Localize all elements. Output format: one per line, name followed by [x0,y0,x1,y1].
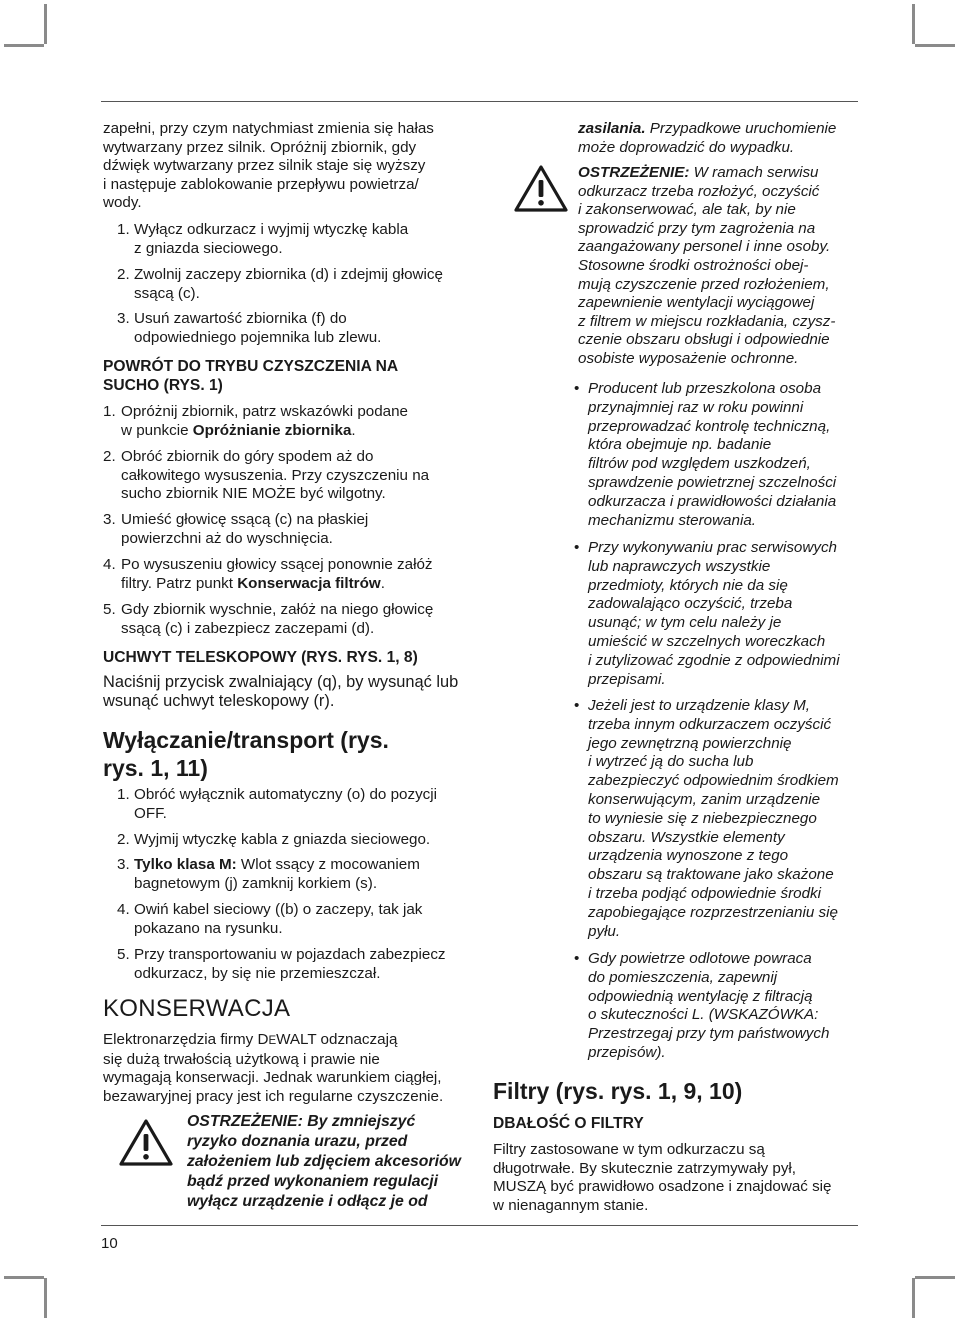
list-number: 3. [103,511,116,528]
text-line: i następuje zablokowanie przepływu powietrza/ [103,175,419,193]
list-text: Zwolnij zaczepy zbiornika (d) i zdejmij głowicę ssącą (c). [134,266,443,302]
list-number: 4. [103,556,116,573]
list-number: 1. [117,221,130,238]
list-text: Obróć zbiornik do góry spodem aż do całkowitego wysuszenia. Przy czyszczeniu na sucho zbiornik NIE MOŻE być wilgotny. [121,448,430,503]
list-number: 1. [103,403,116,420]
text-line: zapełni, przy czym natychmiast zmienia się hałas [103,120,434,137]
header-rule [101,101,858,102]
list-number: 5. [103,601,116,618]
crop-mark [44,1278,47,1318]
footer-rule [101,1225,858,1226]
list-number: 1. [117,786,130,803]
crop-mark [44,4,47,44]
list-text: Obróć wyłącznik automatyczny (o) do pozycji OFF. [134,786,438,822]
handle-paragraph: Naciśnij przycisk zwalniający (q), by wysunąć lub wsunąć uchwyt teleskopowy (r). [103,673,459,710]
continued-warning: zasilania. Przypadkowe uruchomienie może doprowadzić do wypadku. [578,120,837,156]
crop-mark [915,1276,955,1279]
bullet-icon: • [574,380,580,397]
list-text: Opróżnij zbiornik, patrz wskazówki podane w punkcie Opróżnianie zbiornika. [121,403,409,439]
list-text: Gdy zbiornik wyschnie, załóż na niego głowicę ssącą (c) i zabezpiecz zaczepami (d). [121,601,434,637]
text-line: wody. [103,194,142,212]
crop-mark [4,1276,44,1279]
list-text: Po wysuszeniu głowicy ssącej ponownie załóż filtry. Patrz punkt Konserwacja filtrów. [121,556,433,592]
crop-mark [912,4,915,44]
warning-triangle-icon [514,164,568,212]
list-number: 4. [117,901,130,918]
section-heading: DBAŁOŚĆ O FILTRY [493,1115,644,1132]
page-number: 10 [101,1235,118,1252]
filters-paragraph: Filtry zastosowane w tym odkurzaczu są długotrwałe. By skutecznie zatrzymywały pył, MUSZĄ być prawidłowo osadzone i znajdować się w nienagannym stanie. [493,1141,832,1214]
list-number: 2. [117,266,130,283]
service-warning: OSTRZEŻENIE: W ramach serwisu odkurzacz trzeba rozłożyć, oczyścić i zakonserwować, ale tak, by nie sprowadzić przy tym zagrożenia na zaangażowany personel i inne osoby. Stosowne środki ostrożności obej- mują czyszczenie przed rozłożeniem, zapewnienie wentylacji wyciągowej z filtrem w miejscu rozkładania, czysz- czenie obszaru obsługi i odpowiednie osobiste wyposażenie ochronne. [578,164,836,367]
list-number: 2. [117,831,130,848]
section-title: Wyłączanie/transport (rys. rys. 1, 11) [103,727,389,781]
crop-mark [915,44,955,47]
list-text: Umieść głowicę ssącą (c) na płaskiej powierzchni aż do wyschnięcia. [121,511,369,547]
section-title: Filtry (rys. rys. 1, 9, 10) [493,1078,743,1104]
bullet-icon: • [574,539,580,556]
list-number: 3. [117,856,130,873]
list-number: 2. [103,448,116,465]
warning-triangle-icon [119,1118,173,1166]
section-title: KONSERWACJA [103,995,291,1022]
warning-text: OSTRZEŻENIE: By zmniejszyć ryzyko doznania urazu, przed założeniem lub zdjęciem akcesoriów bądź przed wykonaniem regulacji wyłącz urządzenie i odłącz je od [187,1113,461,1210]
section-heading: POWRÓT DO TRYBU CZYSZCZENIA NA SUCHO (RYS. 1) [103,358,399,394]
list-text: Wyjmij wtyczkę kabla z gniazda sieciowego. [134,831,431,848]
list-text: Usuń zawartość zbiornika (f) do odpowiedniego pojemnika lub zlewu. [134,310,382,346]
list-number: 3. [117,310,130,327]
crop-mark [912,1278,915,1318]
list-text: Przy transportowaniu w pojazdach zabezpiecz odkurzacz, by się nie przemieszczał. [134,946,446,982]
list-text: Wyłącz odkurzacz i wyjmij wtyczkę kabla z gniazda sieciowego. [134,221,409,257]
text-line: dźwięk wytwarzany przez silnik staje się wyższy [103,157,426,175]
list-text: Owiń kabel sieciowy ((b) o zaczepy, tak jak pokazano na rysunku. [134,901,423,937]
list-text: Tylko klasa M: Wlot ssący z mocowaniem bagnetowym (j) zamknij korkiem (s). [134,856,420,892]
section-heading: UCHWYT TELESKOPOWY (RYS. RYS. 1, 8) [103,649,418,666]
list-number: 5. [117,946,130,963]
bullet-icon: • [574,950,580,967]
crop-mark [4,44,44,47]
konserwacja-paragraph: Elektronarzędzia firmy DEWALT odznaczają się dużą trwałością użytkową i prawie nie wymagają konserwacji. Jednak warunkiem ciągłej, bezawaryjnej pracy jest ich regularne czyszczenie. [103,1031,444,1105]
bullet-icon: • [574,697,580,714]
text-line: wytwarzany przez silnik. Opróżnij zbiornik, gdy [103,138,417,156]
